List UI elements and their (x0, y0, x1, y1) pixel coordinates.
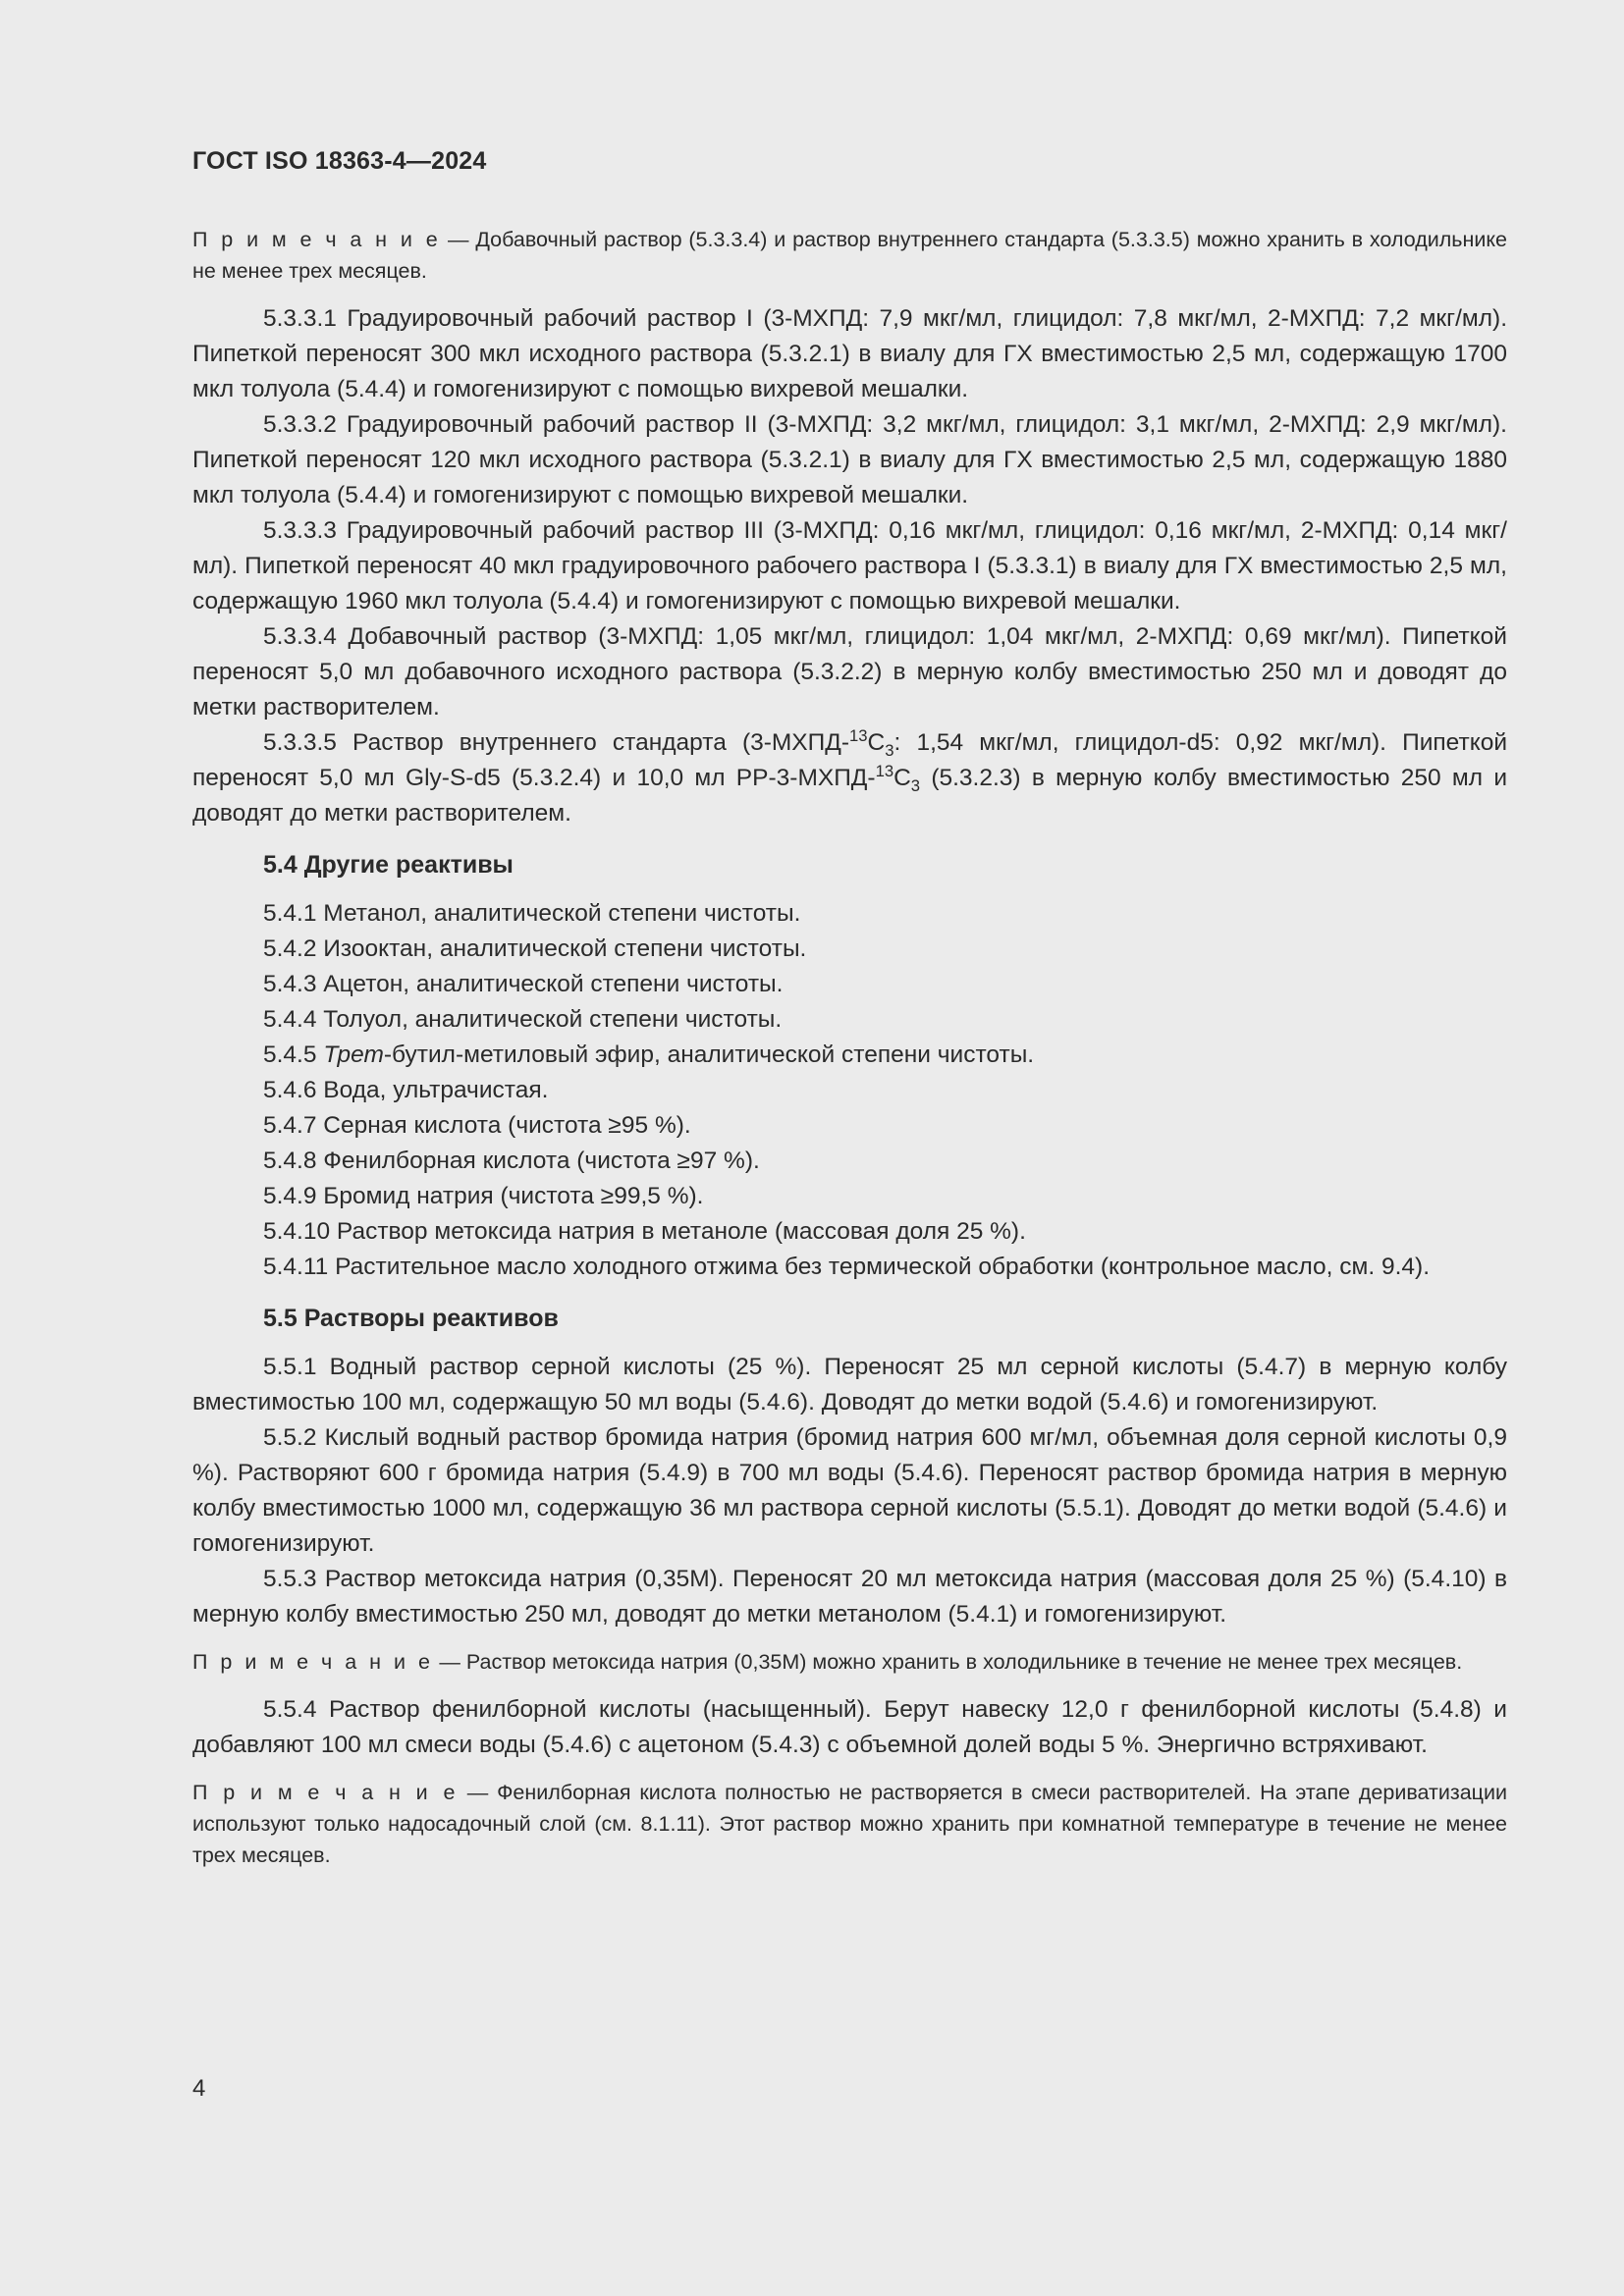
reagents-list (263, 896, 1507, 1250)
paragraph-5-3-3-2: 5.3.3.2 Градуировочный рабочий раствор II (3-МХПД: 3,2 мкг/мл, глицидол: 3,1 мкг/мл, 2-МХПД: 2,9 мкг/мл). Пипеткой переносят 120 мкл исходного раствора (5.3.2.1) в виалу для ГХ вместимостью 2,5 мл, содержащую 1880 мкл толуола (5.4.4) и гомогенизируют с помощью вихревой мешалки. (192, 411, 1507, 508)
list-item: 5.4.3 Ацетон, аналитической степени чистоты. (263, 971, 784, 997)
text-run: C (867, 729, 886, 756)
subscript: 3 (885, 740, 894, 760)
list-item: 5.4.7 Серная кислота (чистота ≥95 %). (263, 1112, 691, 1139)
paragraph-5-5-3: 5.5.3 Раствор метоксида натрия (0,35M). Переносят 20 мл метоксида натрия (массовая доля 25 %) (5.4.10) в мерную колбу вместимостью 250 мл, доводят до метки метанолом (5.4.1) и гомогенизируют. (192, 1566, 1507, 1628)
paragraph-5-3-3-4: 5.3.3.4 Добавочный раствор (3-МХПД: 1,05 мкг/мл, глицидол: 1,04 мкг/мл, 2-МХПД: 0,69 мкг/мл). Пипеткой переносят 5,0 мл добавочного исходного раствора (5.3.2.2) в мерную колбу вместимостью 250 мл и доводят до метки растворителем. (192, 623, 1507, 721)
paragraph-5-5-1: 5.5.1 Водный раствор серной кислоты (25 %). Переносят 25 мл серной кислоты (5.4.7) в мерную колбу вместимостью 100 мл, содержащую 50 мл воды (5.4.6). Доводят до метки водой (5.4.6) и гомогенизируют. (192, 1354, 1507, 1415)
list-item (263, 1038, 1507, 1073)
paragraph-5-3-3-1: 5.3.3.1 Градуировочный рабочий раствор I (3-МХПД: 7,9 мкг/мл, глицидол: 7,8 мкг/мл, 2-МХПД: 7,2 мкг/мл). Пипеткой переносят 300 мкл исходного раствора (5.3.2.1) в виалу для ГХ вместимостью 2,5 мл, содержащую 1700 мкл толуола (5.4.4) и гомогенизируют с помощью вихревой мешалки. (192, 305, 1507, 402)
document-header: ГОСТ ISO 18363-4—2024 (192, 147, 487, 175)
paragraph-5-4-11: 5.4.11 Растительное масло холодного отжима без термической обработки (контрольное масло, см. 9.4). (263, 1254, 1430, 1280)
paragraph-5-5-2: 5.5.2 Кислый водный раствор бромида натрия (бромид натрия 600 мг/мл, объемная доля серной кислоты 0,9 %). Растворяют 600 г бромида натрия (5.4.9) в 700 мл воды (5.4.6). Переносят раствор бромида натрия в мерную колбу вместимостью 1000 мл, содержащую 36 мл раствора серной кислоты (5.5.1). Доводят до метки водой (5.4.6) и гомогенизируют. (192, 1424, 1507, 1557)
note-text: — Раствор метоксида натрия (0,35M) можно хранить в холодильнике в течение не менее трех месяцев. (433, 1650, 1463, 1674)
paragraph-5-3-3-3: 5.3.3.3 Градуировочный рабочий раствор III (3-МХПД: 0,16 мкг/мл, глицидол: 0,16 мкг/мл, 2-МХПД: 0,14 мкг/мл). Пипеткой переносят 40 мкл градуировочного рабочего раствора I (5.3.3.1) в виалу для ГХ вместимостью 2,5 мл, содержащую 1960 мкл толуола (5.4.4) и гомогенизируют с помощью вихревой мешалки. (192, 517, 1507, 614)
text-run: : 1,54 мкг/мл, глицидол-d5: 0,92 мкг/мл). Пипеткой переносят 5,0 мл Gly-S-d5 (5.3.2.4) и 10,0 мл PP-3-МХПД- (192, 729, 1508, 791)
paragraph-5-5-4: 5.5.4 Раствор фенилборной кислоты (насыщенный). Берут навеску 12,0 г фенилборной кислоты (5.4.8) и добавляют 100 мл смеси воды (5.4.6) с ацетоном (5.4.3) с объемной долей воды 5 %. Энергично встряхивают. (192, 1696, 1507, 1758)
note-2 (192, 1646, 1507, 1678)
page-content (192, 224, 1507, 1886)
text-run: -бутил-метиловый эфир, аналитической степени чистоты. (383, 1041, 1035, 1068)
list-item: 5.4.8 Фенилборная кислота (чистота ≥97 %). (263, 1148, 760, 1174)
list-item: 5.4.10 Раствор метоксида натрия в метаноле (массовая доля 25 %). (263, 1218, 1026, 1245)
section-heading-5-4: 5.4 Другие реактивы (263, 851, 514, 879)
subscript: 3 (910, 775, 921, 795)
page-number: 4 (192, 2075, 206, 2102)
section-heading-5-5: 5.5 Растворы реактивов (263, 1305, 559, 1332)
list-item: 5.4.2 Изооктан, аналитической степени чистоты. (263, 935, 807, 962)
text-run: 5.4.5 (263, 1041, 324, 1068)
note-text: — Добавочный раствор (5.3.3.4) и раствор внутреннего стандарта (5.3.3.5) можно хранить в холодильнике не менее трех месяцев. (192, 228, 1507, 283)
note-label: П р и м е ч а н и е (192, 228, 442, 251)
italic-text: Трет (323, 1041, 384, 1068)
note-3 (192, 1777, 1507, 1871)
superscript: 13 (849, 725, 868, 745)
list-item: 5.4.1 Метанол, аналитической степени чистоты. (263, 900, 801, 927)
note-label: П р и м е ч а н и е (192, 1650, 434, 1674)
list-item: 5.4.9 Бромид натрия (чистота ≥99,5 %). (263, 1183, 704, 1209)
note-text: — Фенилборная кислота полностью не растворяется в смеси растворителей. На этапе дериватизации используют только надосадочный слой (см. 8.1.11). Этот раствор можно хранить при комнатной температуре в течение не менее трех месяцев. (192, 1781, 1508, 1867)
note-1 (192, 224, 1507, 287)
list-item: 5.4.4 Толуол, аналитической степени чистоты. (263, 1006, 783, 1033)
text-run: C (893, 765, 911, 791)
list-item: 5.4.6 Вода, ультрачистая. (263, 1077, 549, 1103)
text-run: 5.3.3.5 Раствор внутреннего стандарта (3-МХПД- (263, 729, 850, 756)
superscript: 13 (875, 761, 894, 780)
note-label: П р и м е ч а н и е (192, 1781, 459, 1804)
text-run: (5.3.2.3) в мерную колбу вместимостью 250 мл и доводят до метки растворителем. (192, 765, 1508, 827)
paragraph-5-3-3-5 (192, 725, 1507, 831)
